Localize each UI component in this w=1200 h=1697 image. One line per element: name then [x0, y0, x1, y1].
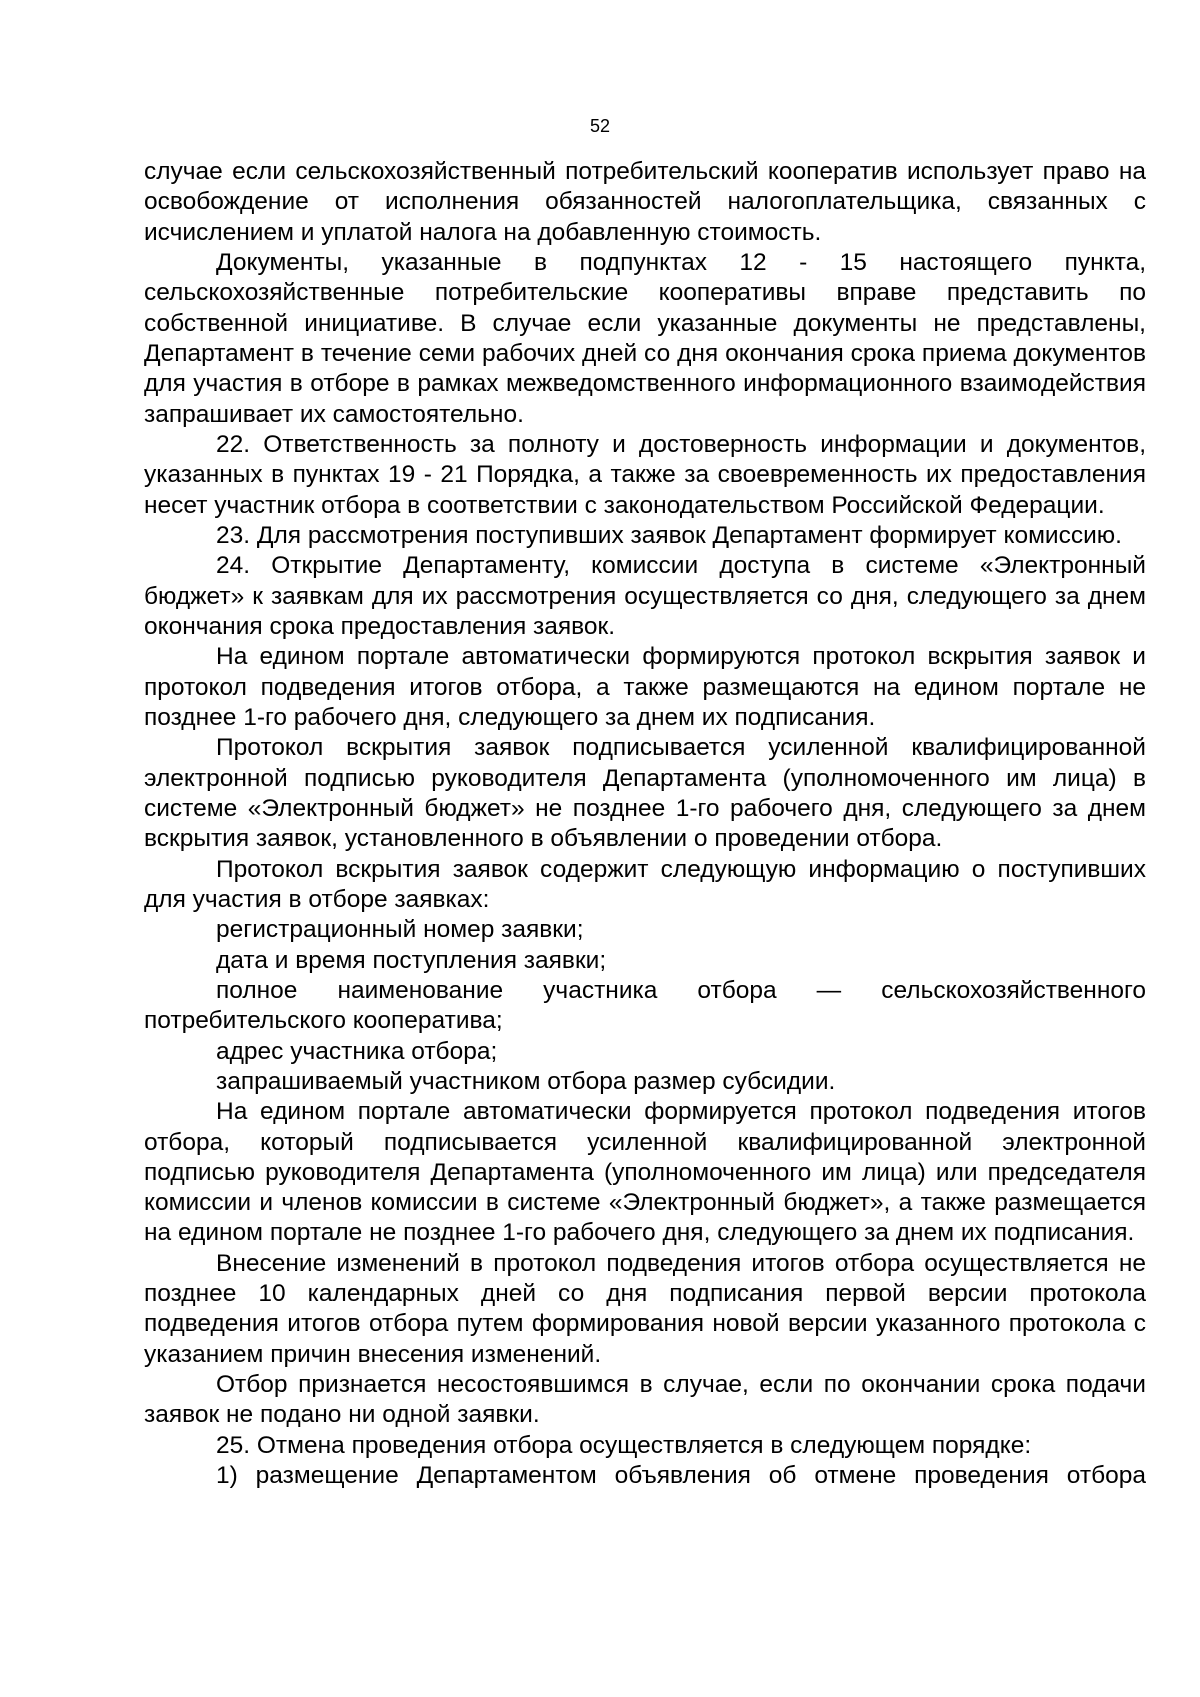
- paragraph-portal-protocols: На едином портале автоматически формируются протокол вскрытия заявок и протокол подведения итогов отбора, а также размещаются на едином портале не позднее 1-го рабочего дня, следующего за днем их подписания.: [144, 643, 1146, 731]
- list-item-registration-number: регистрационный номер заявки;: [216, 916, 584, 944]
- paragraph-item-24: 24. Открытие Департаменту, комиссии доступа в системе «Электронный бюджет» к заявкам для их рассмотрения осуществляется со дня, следующего за днем окончания срока предоставления заявок.: [144, 552, 1146, 640]
- list-item-full-name: полное наименование участника отбора — сельскохозяйственного потребительского кооператива;: [144, 976, 1146, 1035]
- paragraph-selection-failed: Отбор признается несостоявшимся в случае, если по окончании срока подачи заявок не подано ни одной заявки.: [144, 1371, 1146, 1429]
- list-item-date-time: дата и время поступления заявки;: [216, 946, 607, 974]
- paragraph-item-25: 25. Отмена проведения отбора осуществляется в следующем порядке:: [216, 1431, 1032, 1459]
- paragraph-documents-by-own-initiative: Документы, указанные в подпунктах 12 - 15 настоящего пункта, сельскохозяйственные потребительские кооперативы вправе представить по собственной инициативе. В случае если указанные документы не представлены, Департамент в течение семи рабочих дней со дня окончания срока приема документов для участия в отборе в рамках межведомственного информационного взаимодействия запрашивает их самостоятельно.: [144, 248, 1146, 428]
- page-number: 52: [589, 116, 611, 136]
- list-item-address: адрес участника отбора;: [216, 1037, 498, 1065]
- paragraph-protocol-amendments: Внесение изменений в протокол подведения итогов отбора осуществляется не позднее 10 календарных дней со дня подписания первой версии протокола подведения итогов отбора путем формирования новой версии указанного протокола с указанием причин внесения изменений.: [144, 1249, 1146, 1368]
- paragraph-continuation: случае если сельскохозяйственный потребительский кооператив использует право на освобождение от исполнения обязанностей налогоплательщика, связанных с исчислением и уплатой налога на добавленную стоимость.: [144, 158, 1146, 246]
- document-body: [144, 157, 1146, 1491]
- paragraph-item-22: 22. Ответственность за полноту и достоверность информации и документов, указанных в пунктах 19 - 21 Порядка, а также за своевременность их предоставления несет участник отбора в соответствии с законодательством Российской Федерации.: [144, 430, 1146, 519]
- paragraph-opening-protocol-signing: Протокол вскрытия заявок подписывается усиленной квалифицированной электронной подписью руководителя Департамента (уполномоченного им лица) в системе «Электронный бюджет» не позднее 1-го рабочего дня, следующего за днем вскрытия заявок, установленного в объявлении о проведении отбора.: [144, 734, 1146, 853]
- paragraph-item-23: 23. Для рассмотрения поступивших заявок Департамент формирует комиссию.: [216, 521, 1122, 549]
- list-item-cancellation-notice: 1) размещение Департаментом объявления об отмене проведения отбора: [216, 1462, 1146, 1490]
- list-item-subsidy-amount: запрашиваемый участником отбора размер субсидии.: [216, 1067, 836, 1095]
- paragraph-opening-protocol-contents: Протокол вскрытия заявок содержит следующую информацию о поступивших для участия в отборе заявках:: [144, 855, 1146, 913]
- paragraph-results-protocol: На едином портале автоматически формируется протокол подведения итогов отбора, который подписывается усиленной квалифицированной электронной подписью руководителя Департамента (уполномоченного им лица) или председателя комиссии и членов комиссии в системе «Электронный бюджет», а также размещается на едином портале не позднее 1-го рабочего дня, следующего за днем их подписания.: [144, 1098, 1146, 1247]
